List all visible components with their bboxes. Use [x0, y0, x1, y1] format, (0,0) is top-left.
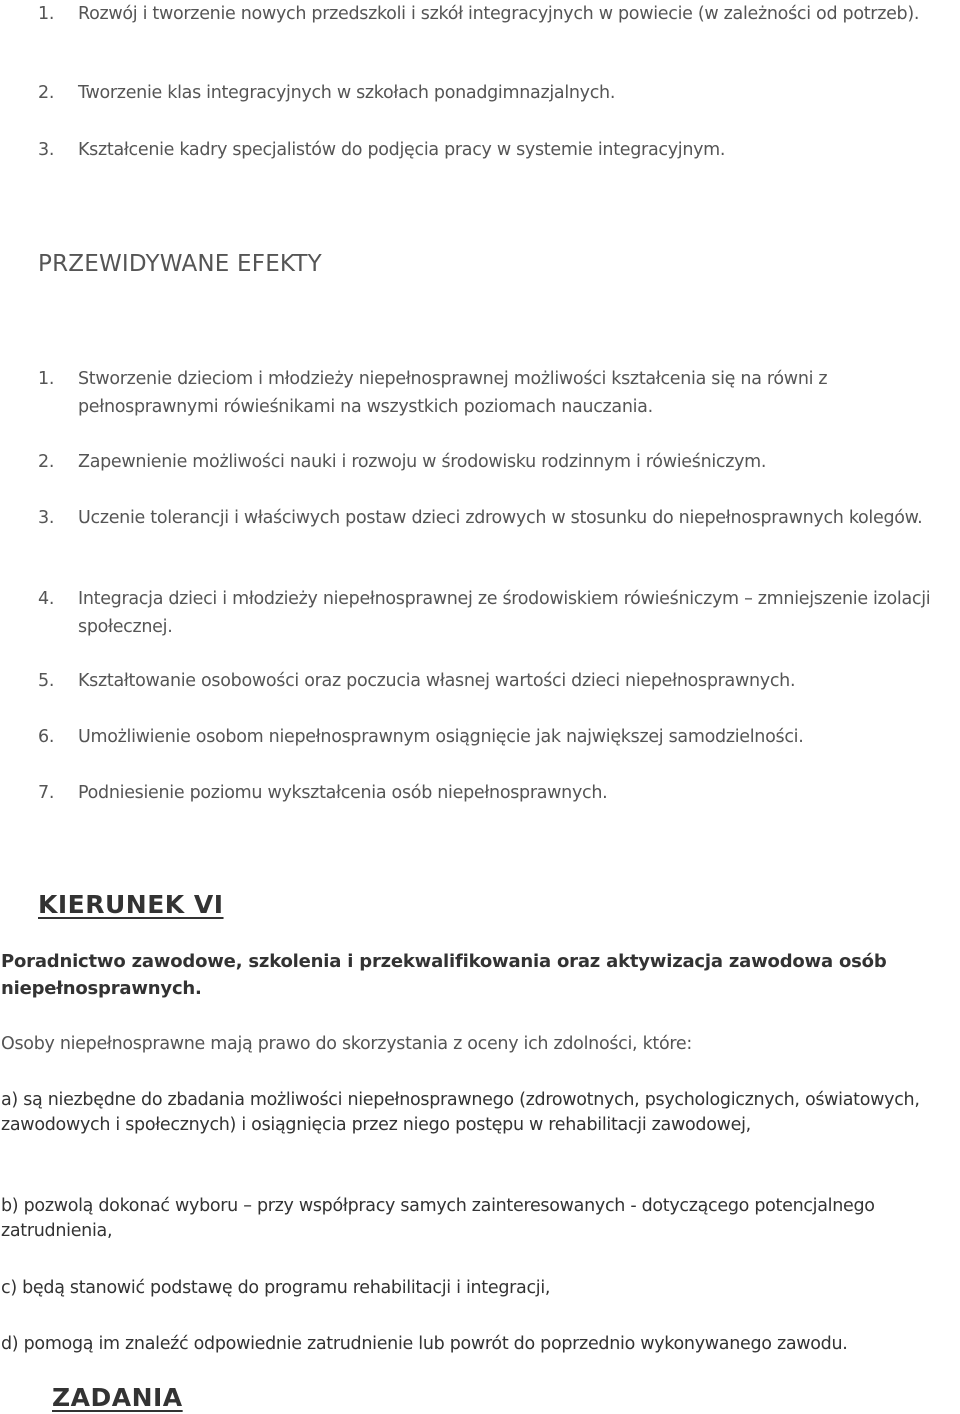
effect-item-text: Uczenie tolerancji i właściwych postaw dzieci zdrowych w stosunku do niepełnosprawnych kolegów. [78, 508, 923, 528]
effect-item-number: 5. [38, 671, 55, 691]
effect-item-text: Kształtowanie osobowości oraz poczucia własnej wartości dzieci niepełnosprawnych. [78, 671, 796, 691]
effect-item [38, 448, 956, 476]
effect-item-number: 4. [38, 589, 55, 609]
list-item [38, 0, 956, 28]
list-item [38, 136, 956, 164]
effect-item [38, 504, 956, 532]
effect-item-text: Zapewnienie możliwości nauki i rozwoju w środowisku rodzinnym i rówieśniczym. [78, 452, 767, 472]
effect-item-number: 2. [38, 452, 55, 472]
section-subtitle: Poradnictwo zawodowe, szkolenia i przekwalifikowania oraz aktywizacja zawodowa osób niepełnosprawnych. [1, 951, 887, 999]
effect-item [38, 365, 956, 421]
list-item-text: Rozwój i tworzenie nowych przedszkoli i szkół integracyjnych w powiecie (w zależności od potrzeb). [78, 4, 920, 24]
effect-item-text: Integracja dzieci i młodzieży niepełnosprawnej ze środowiskiem rówieśniczym – zmniejszenie izolacji społecznej. [78, 589, 931, 637]
effect-item-text: Umożliwienie osobom niepełnosprawnym osiągnięcie jak największej samodzielności. [78, 727, 804, 747]
effect-item-number: 1. [38, 369, 55, 389]
section-heading-direction: KIERUNEK VI [38, 890, 224, 919]
list-item-text: Kształcenie kadry specjalistów do podjęcia pracy w systemie integracyjnym. [78, 140, 726, 160]
list-item-number: 2. [38, 83, 55, 103]
effect-item [38, 585, 956, 641]
intro-paragraph: Osoby niepełnosprawne mają prawo do skorzystania z oceny ich zdolności, które: [1, 1034, 692, 1054]
point-item: b) pozwolą dokonać wyboru – przy współpracy samych zainteresowanych - dotyczącego potencjalnego zatrudnienia, [1, 1196, 875, 1241]
section-heading-tasks: ZADANIA [52, 1383, 183, 1412]
effect-item [38, 667, 956, 695]
effect-item-text: Podniesienie poziomu wykształcenia osób niepełnosprawnych. [78, 783, 608, 803]
list-item-number: 3. [38, 140, 55, 160]
point-item: d) pomogą im znaleźć odpowiednie zatrudnienie lub powrót do poprzednio wykonywanego zawodu. [1, 1334, 848, 1354]
effect-item-number: 3. [38, 508, 55, 528]
list-item-text: Tworzenie klas integracyjnych w szkołach ponadgimnazjalnych. [78, 83, 616, 103]
effect-item [38, 723, 956, 751]
effect-item-number: 7. [38, 783, 55, 803]
point-item: a) są niezbędne do zbadania możliwości niepełnosprawnego (zdrowotnych, psychologicznych, oświatowych, zawodowych i społecznych) i osiągnięcia przez niego postępu w rehabilitacji zawodowej, [1, 1090, 920, 1135]
list-item-number: 1. [38, 4, 55, 24]
effect-item-number: 6. [38, 727, 55, 747]
effect-item [38, 779, 956, 807]
section-heading-effects: PRZEWIDYWANE EFEKTY [38, 251, 322, 277]
point-item: c) będą stanowić podstawę do programu rehabilitacji i integracji, [1, 1278, 551, 1298]
effect-item-text: Stworzenie dzieciom i młodzieży niepełnosprawnej możliwości kształcenia się na równi z pełnosprawnymi rówieśnikami na wszystkich poziomach nauczania. [78, 369, 828, 417]
list-item [38, 79, 956, 107]
